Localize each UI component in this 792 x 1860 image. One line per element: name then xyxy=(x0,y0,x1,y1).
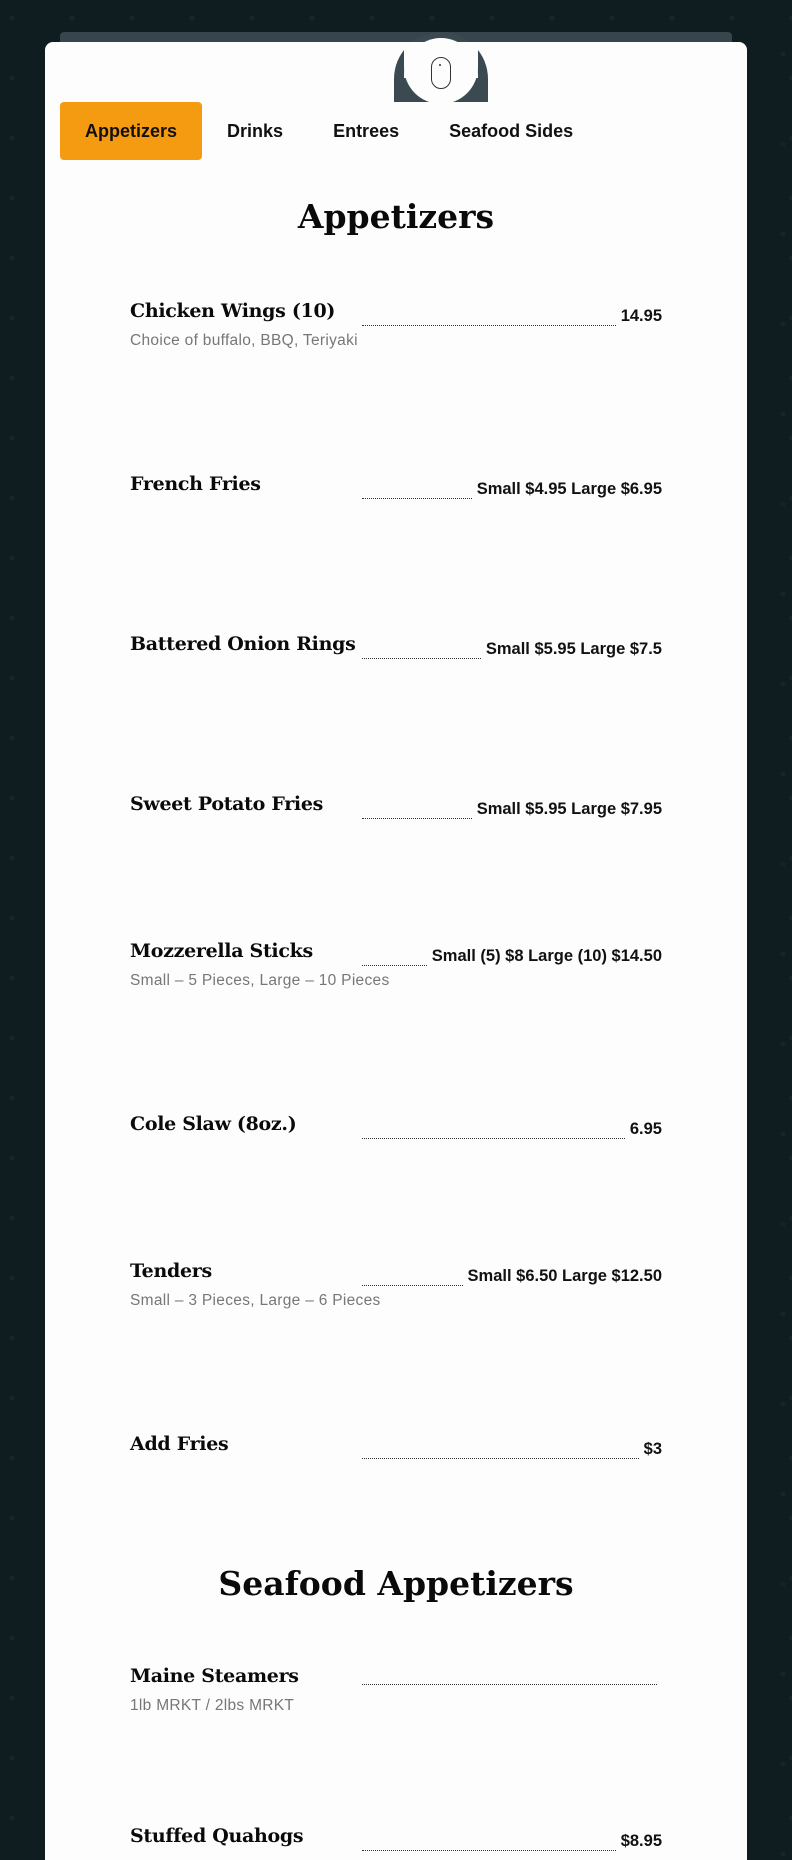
item-name: Cole Slaw (8oz.) xyxy=(130,1113,297,1135)
item-price: $8.95 xyxy=(620,1832,662,1850)
item-leader xyxy=(362,306,662,326)
leader-dots xyxy=(362,645,481,659)
leader-dots xyxy=(362,1837,616,1851)
item-leader xyxy=(362,1671,662,1685)
leader-dots xyxy=(362,312,616,326)
mouse-icon xyxy=(431,57,451,89)
menu-card xyxy=(45,42,747,1860)
leader-dots xyxy=(362,485,472,499)
tab-appetizers[interactable]: Appetizers xyxy=(60,102,202,160)
item-price: 14.95 xyxy=(620,307,662,325)
item-name: Maine Steamers xyxy=(130,1665,299,1687)
item-name: Add Fries xyxy=(130,1433,229,1455)
leader-dots xyxy=(362,805,472,819)
item-leader xyxy=(362,1266,662,1286)
item-leader xyxy=(362,1439,662,1459)
item-price: Small $5.95 Large $7.5 xyxy=(485,640,662,658)
item-leader xyxy=(362,639,662,659)
item-leader xyxy=(362,1831,662,1851)
item-name: Sweet Potato Fries xyxy=(130,793,324,815)
item-name: Chicken Wings (10) xyxy=(130,300,336,322)
tab-entrees[interactable]: Entrees xyxy=(333,121,400,141)
leader-dots xyxy=(362,1671,657,1685)
tab-drinks[interactable]: Drinks xyxy=(227,121,284,141)
leader-dots xyxy=(362,1272,463,1286)
item-leader xyxy=(362,479,662,499)
item-name: Battered Onion Rings xyxy=(130,633,356,655)
item-price: $3 xyxy=(643,1440,662,1458)
item-description: Choice of buffalo, BBQ, Teriyaki xyxy=(130,332,358,349)
item-description: Small – 3 Pieces, Large – 6 Pieces xyxy=(130,1292,381,1309)
item-price: Small $6.50 Large $12.50 xyxy=(467,1267,662,1285)
item-name: French Fries xyxy=(130,473,261,495)
item-name: Tenders xyxy=(130,1260,212,1282)
item-price: Small $5.95 Large $7.95 xyxy=(476,800,662,818)
item-leader xyxy=(362,946,662,966)
menu-tabs xyxy=(60,102,598,160)
item-price: Small (5) $8 Large (10) $14.50 xyxy=(431,947,662,965)
leader-dots xyxy=(362,1125,625,1139)
leader-dots xyxy=(362,952,427,966)
item-name: Mozzerella Sticks xyxy=(130,940,313,962)
item-leader xyxy=(362,1119,662,1139)
item-price: Small $4.95 Large $6.95 xyxy=(476,480,662,498)
item-price: 6.95 xyxy=(629,1120,662,1138)
leader-dots xyxy=(362,1445,639,1459)
item-leader xyxy=(362,799,662,819)
item-name: Stuffed Quahogs xyxy=(130,1825,304,1847)
tab-seafood-sides[interactable]: Seafood Sides xyxy=(449,121,574,141)
section-title-appetizers: Appetizers xyxy=(297,197,495,236)
item-description: Small – 5 Pieces, Large – 10 Pieces xyxy=(130,972,390,989)
item-description: 1lb MRKT / 2lbs MRKT xyxy=(130,1697,295,1714)
section-title-seafood-appetizers: Seafood Appetizers xyxy=(218,1564,574,1603)
